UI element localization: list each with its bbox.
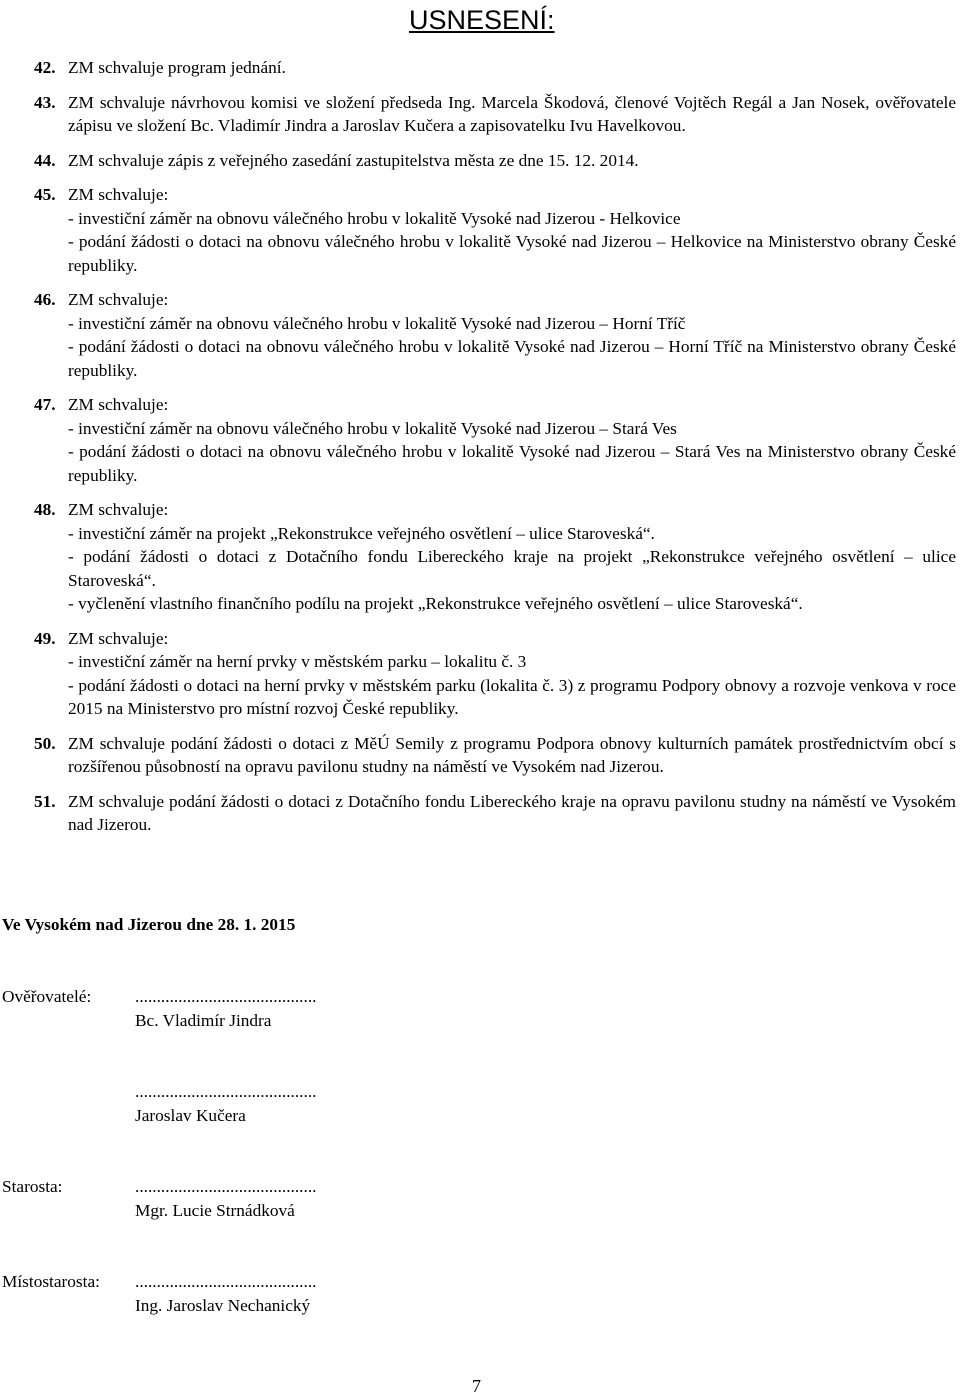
resolution-text <box>68 732 956 779</box>
resolution-line: ZM schvaluje: <box>68 395 169 414</box>
resolution-line: ZM schvaluje: <box>68 290 169 309</box>
resolution-line: - investiční záměr na obnovu válečného hrobu v lokalitě Vysoké nad Jizerou – Horní Tříč <box>68 313 686 333</box>
resolution-line: - podání žádosti o dotaci na herní prvky v městském parku (lokalita č. 3) z programu Podpory obnovy a rozvoje venkova v roce 2015 na Ministerstvo pro místní rozvoj České republiky. <box>68 675 956 718</box>
page-number: 7 <box>472 1376 481 1396</box>
deputy-mayor-label: Místostarosta: <box>2 1272 100 1291</box>
resolution-text <box>68 627 956 721</box>
resolution-45 <box>34 183 956 277</box>
resolution-51 <box>34 790 956 837</box>
resolution-line: ZM schvaluje: <box>68 185 169 204</box>
resolution-number: 45. <box>34 185 56 204</box>
resolution-text <box>68 91 956 138</box>
resolutions-list <box>34 56 956 848</box>
resolution-number: 42. <box>34 58 56 77</box>
resolution-text <box>68 498 956 616</box>
resolution-line: - podání žádosti o dotaci na obnovu válečného hrobu v lokalitě Vysoké nad Jizerou – Stará Ves na Ministerstvo obrany České republiky. <box>68 442 956 485</box>
resolution-number: 43. <box>34 92 56 112</box>
resolution-line: ZM schvaluje: <box>68 500 169 519</box>
resolution-text <box>68 790 956 837</box>
resolution-line: ZM schvaluje podání žádosti o dotaci z MěÚ Semily z programu Podpora obnovy kulturních památek prostřednictvím obcí s rozšířenou působností na opravu pavilonu studny na náměstí ve Vysokém nad Jizerou. <box>68 733 956 776</box>
resolution-line: - investiční záměr na obnovu válečného hrobu v lokalitě Vysoké nad Jizerou - Helkovice <box>68 208 681 228</box>
resolution-text <box>68 288 956 382</box>
resolution-text <box>68 149 956 173</box>
resolution-line: - investiční záměr na projekt „Rekonstrukce veřejného osvětlení – ulice Staroveská“. <box>68 523 655 543</box>
resolution-48 <box>34 498 956 616</box>
resolution-line: - podání žádosti o dotaci na obnovu válečného hrobu v lokalitě Vysoké nad Jizerou – Horní Tříč na Ministerstvo obrany České republiky. <box>68 337 956 380</box>
resolution-line: - vyčlenění vlastního finančního podílu na projekt „Rekonstrukce veřejného osvětlení – ulice Staroveská“. <box>68 594 803 613</box>
resolution-42 <box>34 56 956 80</box>
resolution-line: - investiční záměr na herní prvky v městském parku – lokalitu č. 3 <box>68 652 527 671</box>
signature-line: .......................................... <box>135 1272 317 1291</box>
signature-line: .......................................... <box>135 1082 317 1101</box>
verifier-name: Jaroslav Kučera <box>135 1106 246 1125</box>
resolution-text <box>68 56 956 80</box>
mayor-name: Mgr. Lucie Strnádková <box>135 1201 295 1220</box>
resolution-number: 49. <box>34 628 56 648</box>
verifiers-label: Ověřovatelé: <box>2 987 92 1006</box>
resolution-line: - investiční záměr na obnovu válečného hrobu v lokalitě Vysoké nad Jizerou – Stará Ves <box>68 418 677 438</box>
mayor-label: Starosta: <box>2 1177 63 1196</box>
resolution-number: 51. <box>34 791 56 811</box>
resolution-line: ZM schvaluje zápis z veřejného zasedání zastupitelstva města ze dne 15. 12. 2014. <box>68 150 639 170</box>
place-date: Ve Vysokém nad Jizerou dne 28. 1. 2015 <box>2 915 296 934</box>
resolution-text <box>68 183 956 277</box>
resolution-number: 50. <box>34 733 56 753</box>
resolution-number: 47. <box>34 395 56 414</box>
deputy-mayor-name: Ing. Jaroslav Nechanický <box>135 1296 311 1315</box>
resolution-line: ZM schvaluje program jednání. <box>68 58 286 77</box>
resolution-47 <box>34 393 956 487</box>
resolution-text <box>68 393 956 487</box>
resolution-number: 44. <box>34 150 56 170</box>
resolution-number: 48. <box>34 500 56 519</box>
resolution-43 <box>34 91 956 138</box>
resolution-line: - podání žádosti o dotaci na obnovu válečného hrobu v lokalitě Vysoké nad Jizerou – Helkovice na Ministerstvo obrany České republiky. <box>68 232 956 275</box>
verifier-name: Bc. Vladimír Jindra <box>135 1011 272 1030</box>
resolution-line: - podání žádosti o dotaci z Dotačního fondu Libereckého kraje na projekt „Rekonstrukce veřejného osvětlení – ulice Staroveská“. <box>68 547 956 590</box>
signature-line: .......................................... <box>135 1177 317 1196</box>
resolution-line: ZM schvaluje: <box>68 628 169 648</box>
resolution-line: ZM schvaluje návrhovou komisi ve složení předseda Ing. Marcela Škodová, členové Vojtěch Regál a Jan Nosek, ověřovatele zápisu ve složení Bc. Vladimír Jindra a Jaroslav Kučera a zapisovatelku Ivu Havelkovou. <box>68 92 956 135</box>
signature-line: .......................................... <box>135 987 317 1006</box>
resolution-line: ZM schvaluje podání žádosti o dotaci z Dotačního fondu Libereckého kraje na opravu pavilonu studny na náměstí ve Vysokém nad Jizerou. <box>68 791 956 834</box>
resolution-44 <box>34 149 956 173</box>
page-title: USNESENÍ: <box>409 5 555 35</box>
resolution-number: 46. <box>34 290 56 309</box>
resolution-49 <box>34 627 956 721</box>
resolution-50 <box>34 732 956 779</box>
resolution-46 <box>34 288 956 382</box>
